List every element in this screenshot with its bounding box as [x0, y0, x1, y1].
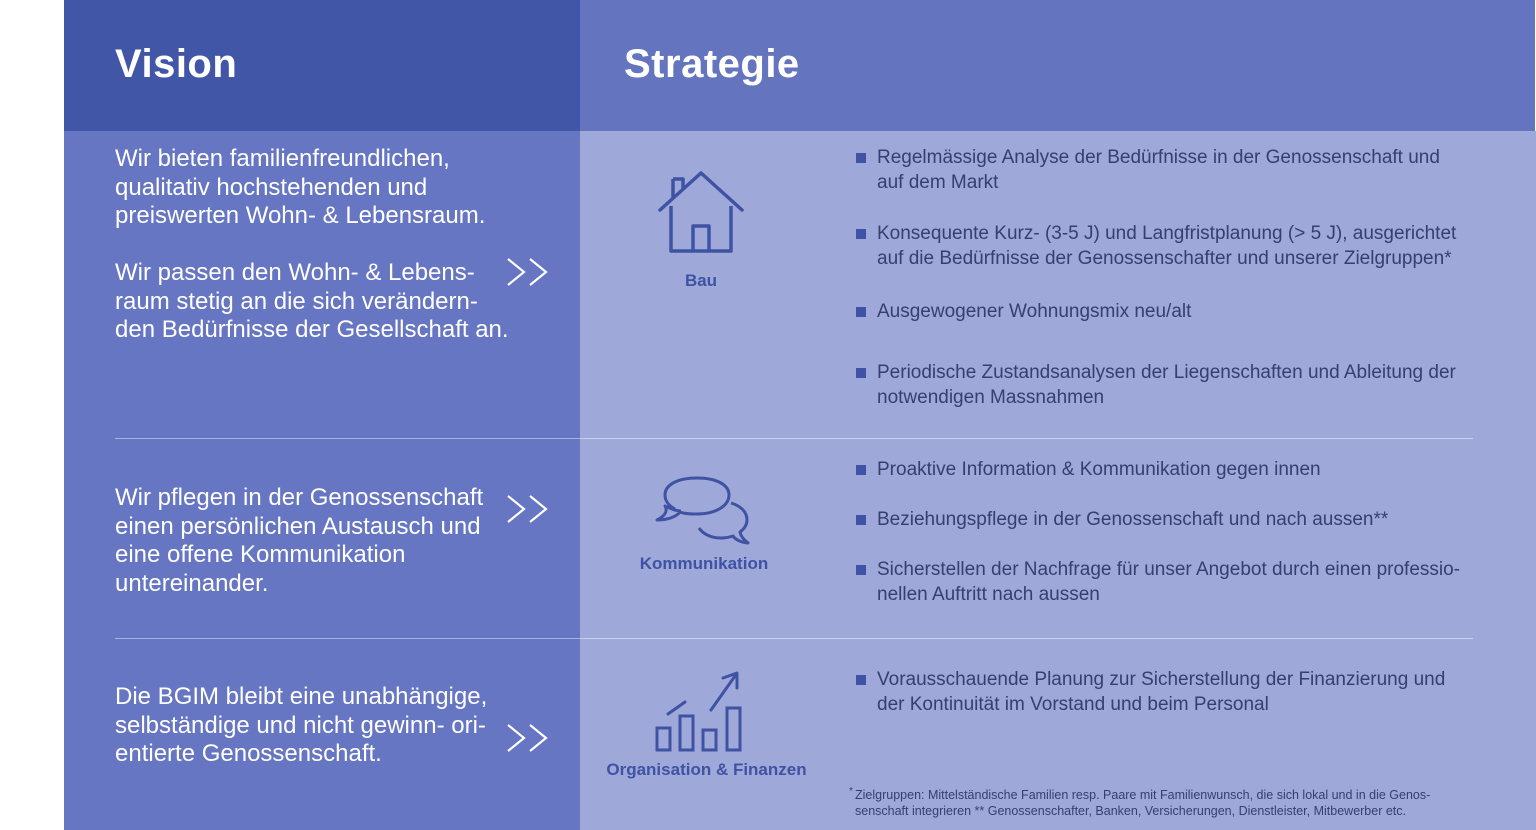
footnote-text: Zielgruppen: Mittelständische Familien resp. Paare mit Familienwunsch, die sich lokal und in die Genos-senschaft integrieren ** Genossenschafter, Banken, Versicherungen, Dienstleister, Mitbewerber etc.: [855, 788, 1431, 818]
section-divider: [115, 438, 1473, 439]
list-item: Sicherstellen der Nachfrage für unser Angebot durch einen professio-nellen Auftritt nach aussen: [856, 557, 1468, 607]
organisation-bullet-list: [856, 667, 1468, 717]
strategy-area-label-bau: Bau: [684, 271, 718, 290]
vision-title: Vision: [115, 42, 238, 86]
footnote-marker: *: [849, 786, 853, 797]
double-chevron-right-icon: [504, 257, 554, 287]
list-item: Vorausschauende Planung zur Sicherstellung der Finanzierung und der Kontinuität im Vorstand und beim Personal: [856, 667, 1468, 717]
speech-bubbles-icon: [651, 476, 753, 548]
list-item: Ausgewogener Wohnungsmix neu/alt: [856, 299, 1468, 324]
footnote: [849, 786, 1475, 819]
strategy-title: Strategie: [624, 42, 800, 86]
vision-header: [64, 0, 580, 131]
double-chevron-right-icon: [504, 723, 554, 753]
slide: [64, 0, 1536, 830]
vision-statement-1: Wir bieten familienfreundlichen, qualitativ hochstehenden und preiswerten Wohn- & Lebensraum.: [115, 145, 486, 229]
section-divider: [115, 638, 1473, 639]
vision-statement-4: Die BGIM bleibt eine unabhängige, selbständige und nicht gewinn- ori-entierte Genossenschaft.: [115, 683, 488, 767]
list-item: Proaktive Information & Kommunikation gegen innen: [856, 457, 1468, 482]
bau-bullet-list: [856, 145, 1468, 410]
house-icon: [656, 168, 746, 256]
double-chevron-right-icon: [504, 494, 554, 524]
list-item: Beziehungspflege in der Genossenschaft und nach aussen**: [856, 507, 1468, 532]
list-item: Periodische Zustandsanalysen der Liegenschaften und Ableitung der notwendigen Massnahmen: [856, 360, 1468, 410]
kommunikation-bullet-list: [856, 457, 1468, 607]
strategy-area-label-organisation-finanzen: Organisation & Finanzen: [606, 760, 807, 779]
list-item: Regelmässige Analyse der Bedürfnisse in der Genossenschaft und auf dem Markt: [856, 145, 1468, 195]
growth-chart-icon: [652, 670, 748, 754]
strategy-header: [580, 0, 1535, 131]
vision-statement-3: Wir pflegen in der Genossenschaft einen persönlichen Austausch und eine offene Kommunikation untereinander.: [115, 484, 484, 597]
list-item: Konsequente Kurz- (3-5 J) und Langfristplanung (> 5 J), ausgerichtet auf die Bedürfnisse der Genossenschafter und unserer Zielgruppen*: [856, 221, 1468, 271]
strategy-area-label-kommunikation: Kommunikation: [639, 554, 769, 573]
vision-statement-2: Wir passen den Wohn- & Lebens-raum stetig an die sich verändern-den Bedürfnisse der Gesellschaft an.: [115, 259, 509, 343]
